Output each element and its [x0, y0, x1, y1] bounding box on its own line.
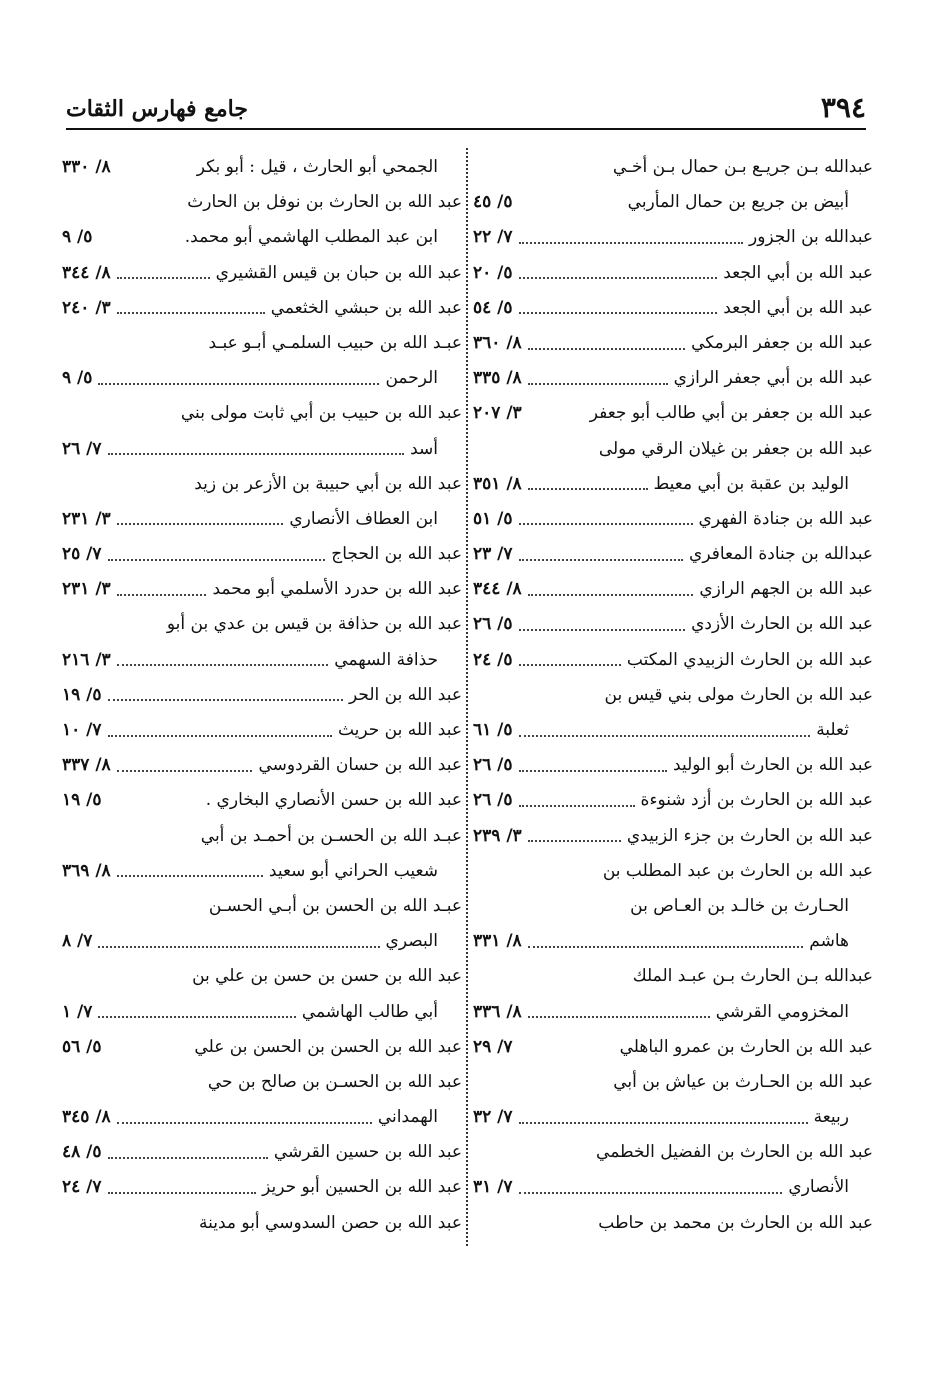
- index-entry-line: [473, 1030, 873, 1065]
- entry-name: عبد الله بن أبي الجعد: [723, 262, 873, 283]
- entry-name: عبد الله بن أبي حبيبة بن الأزعر بن زيد: [194, 473, 462, 494]
- dot-leader: [528, 594, 694, 596]
- index-entry-line: [62, 924, 462, 959]
- volume-page-ref: ٥/ ٥٤: [473, 297, 513, 318]
- entry-name: عبد الله بن الحارث الزبيدي المكتب: [626, 649, 873, 670]
- dot-leader: [519, 1192, 783, 1194]
- index-entry-line: [473, 326, 873, 361]
- entry-name: عبد الله بن الحارث بن الفضيل الخطمي: [596, 1142, 873, 1163]
- index-entry-line: [62, 326, 462, 361]
- volume-page-ref: ٨/ ٣٣٦: [473, 1001, 522, 1022]
- volume-page-ref: ٣/ ٢٣١: [62, 508, 111, 529]
- volume-page-ref: ٥/ ٦١: [473, 720, 513, 740]
- volume-page-ref: ٥/ ٢٦: [473, 755, 513, 776]
- dot-leader: [108, 453, 405, 455]
- index-entry-line: [473, 502, 873, 537]
- dot-leader: [108, 699, 343, 701]
- entry-name: عبد الله بن حريث: [337, 720, 462, 740]
- index-entry-line: [473, 361, 873, 396]
- index-entry-line: [473, 643, 873, 678]
- index-entry-line: [62, 1030, 462, 1065]
- dot-leader: [117, 312, 265, 314]
- entry-name: عبـد الله بن حبيب السلمـي أبـو عبـد: [208, 332, 462, 353]
- volume-page-ref: ٨/ ٣٣١: [473, 931, 522, 952]
- volume-page-ref: ٨/ ٣٣٠: [62, 157, 111, 177]
- index-entry-line: [473, 959, 873, 994]
- entry-name: عبد الله بن الحارث أبو الوليد: [673, 755, 873, 776]
- entry-name: عبد الله بن الحارث بن محمد بن حاطب: [598, 1212, 873, 1233]
- entry-name: عبد الله بن جعفر بن أبي طالب أبو جعفر: [589, 403, 873, 424]
- entry-name: عبدالله بن الجزور: [749, 227, 873, 248]
- volume-page-ref: ٧/ ١٠: [62, 720, 102, 740]
- page-number: ٣٩٤: [820, 91, 866, 124]
- dot-leader: [108, 559, 326, 561]
- index-entry-line: [473, 291, 873, 326]
- entry-name: حذافة السهمي: [334, 649, 438, 670]
- entry-name: عبدالله بـن جريـع بـن حمال بـن أخـي: [612, 157, 873, 177]
- dot-leader: [519, 242, 743, 244]
- index-entry-line: [62, 1206, 462, 1241]
- index-entry-line: [62, 854, 462, 889]
- volume-page-ref: ٧/ ٨: [62, 931, 93, 952]
- entry-name: عبد الله بن الحارث بن عمرو الباهلي: [619, 1036, 873, 1057]
- volume-page-ref: ٧/ ٢٢: [473, 227, 513, 248]
- dot-leader: [519, 629, 686, 631]
- page-header: [66, 82, 866, 130]
- index-entry-line: [62, 1170, 462, 1205]
- entry-name: عبد الله بن حسن الأنصاري البخاري .: [205, 790, 462, 811]
- index-entry-line: [62, 889, 462, 924]
- index-entry-line: [62, 607, 462, 642]
- volume-page-ref: ٧/ ٢٩: [473, 1036, 513, 1057]
- entry-name: عبد الله بن حسين القرشي: [273, 1142, 462, 1163]
- entry-name: عبد الله بن حذافة بن قيس بن عدي بن أبو: [166, 614, 462, 635]
- dot-leader: [117, 523, 284, 525]
- volume-page-ref: ٧/ ١: [62, 1001, 93, 1022]
- entry-name: عبد الله بن حبيب بن أبي ثابت مولى بني: [180, 403, 462, 424]
- entry-name: عبد الله بن حصن السدوسي أبو مدينة: [199, 1212, 462, 1233]
- index-entry-line: [62, 1100, 462, 1135]
- dot-leader: [519, 559, 684, 561]
- volume-page-ref: ٥/ ٤٥: [473, 192, 513, 213]
- index-entry-line: [62, 819, 462, 854]
- index-entry-line: [62, 256, 462, 291]
- entry-name: عبد الله بن الجهم الرازي: [699, 579, 873, 600]
- dot-leader: [528, 1016, 710, 1018]
- entry-name: عبد الله بن جعفر البرمكي: [691, 332, 873, 353]
- index-entry-line: [62, 150, 462, 185]
- volume-page-ref: ٣/ ٢٠٧: [473, 403, 522, 424]
- index-entry-line: [62, 572, 462, 607]
- index-entry-line: [473, 1100, 873, 1135]
- running-title: جامع فهارس الثقات: [66, 96, 248, 122]
- index-entry-line: [62, 291, 462, 326]
- entry-name: عبد الله بن حسن بن حسن بن علي بن: [192, 966, 462, 987]
- dot-leader: [519, 770, 667, 772]
- index-entry-line: [62, 959, 462, 994]
- index-entry-line: [62, 748, 462, 783]
- volume-page-ref: ٣/ ٢٤٠: [62, 297, 111, 318]
- entry-name: عبد الله بن الحسن بن الحسن بن علي: [194, 1036, 462, 1057]
- volume-page-ref: ٧/ ٢٣: [473, 544, 513, 565]
- dot-leader: [519, 805, 635, 807]
- volume-page-ref: ٧/ ٢٤: [62, 1177, 102, 1198]
- index-entry-line: [473, 572, 873, 607]
- index-entry-line: [62, 995, 462, 1030]
- index-entry-line: [473, 1170, 873, 1205]
- index-entry-line: [62, 467, 462, 502]
- index-entry-line: [62, 361, 462, 396]
- dot-leader: [528, 946, 804, 948]
- index-entry-line: [62, 678, 462, 713]
- index-entry-line: [62, 783, 462, 818]
- index-entry-line: [473, 678, 873, 713]
- dot-leader: [519, 735, 811, 737]
- entry-name: عبد الله بن الحارث بن عبد المطلب بن: [602, 860, 873, 881]
- entry-name: ابن العطاف الأنصاري: [289, 508, 438, 529]
- entry-name: عبـد الله بن الحسن بن أبـي الحسـن: [208, 895, 462, 916]
- dot-leader: [117, 277, 210, 279]
- dot-leader: [528, 840, 621, 842]
- index-entry-line: [62, 643, 462, 678]
- volume-page-ref: ٣/ ٢٣١: [62, 579, 111, 600]
- index-entry-line: [473, 220, 873, 255]
- volume-page-ref: ٥/ ١٩: [62, 684, 102, 705]
- volume-page-ref: ٥/ ٢٦: [473, 790, 513, 811]
- entry-name: الأنصاري: [788, 1177, 849, 1198]
- volume-page-ref: ٥/ ٥٦: [62, 1036, 102, 1057]
- entry-name: عبد الله بن الحسين أبو حريز: [262, 1177, 462, 1198]
- index-entry-line: [62, 432, 462, 467]
- dot-leader: [108, 735, 332, 737]
- volume-page-ref: ٨/ ٣٣٥: [473, 368, 522, 389]
- volume-page-ref: ٨/ ٣٤٤: [473, 579, 522, 600]
- entry-name: ابن عبد المطلب الهاشمي أبو محمد.: [184, 227, 438, 248]
- entry-name: ثعلبة: [816, 720, 849, 740]
- entry-name: ربيعة: [813, 1107, 849, 1128]
- index-entry-line: [473, 854, 873, 889]
- dot-leader: [519, 523, 693, 525]
- volume-page-ref: ٥/ ٤٨: [62, 1142, 102, 1163]
- entry-name: عبد الله بن الحـارث بن عياش بن أبي: [613, 1071, 873, 1092]
- dot-leader: [117, 664, 329, 666]
- volume-page-ref: ٨/ ٣٣٧: [62, 755, 111, 776]
- entry-name: الرحمن: [385, 368, 438, 389]
- entry-name: الوليد بن عقبة بن أبي معيط: [653, 473, 849, 494]
- entry-name: هاشم: [809, 931, 849, 952]
- index-entry-line: [473, 1206, 873, 1241]
- volume-page-ref: ٧/ ٣٢: [473, 1107, 513, 1128]
- entry-name: عبـد الله بن الحسـن بن أحمـد بن أبي: [200, 825, 462, 846]
- index-entry-line: [473, 185, 873, 220]
- index-entry-line: [473, 432, 873, 467]
- entry-name: شعيب الحراني أبو سعيد: [268, 860, 438, 881]
- entry-name: البصري: [385, 931, 438, 952]
- dot-leader: [117, 770, 253, 772]
- entry-name: عبد الله بن الحر: [349, 684, 462, 705]
- index-entry-line: [473, 607, 873, 642]
- dot-leader: [117, 594, 207, 596]
- volume-page-ref: ٨/ ٣٦٠: [473, 332, 522, 353]
- entry-name: عبدالله بـن الحارث بـن عبـد الملك: [632, 966, 873, 987]
- entry-name: الحـارث بن خالـد بن العـاص بن: [630, 895, 849, 916]
- volume-page-ref: ٨/ ٣٥١: [473, 473, 522, 494]
- entry-name: المخزومي القرشي: [715, 1001, 849, 1022]
- index-entry-line: [62, 396, 462, 431]
- index-entry-line: [473, 256, 873, 291]
- index-entry-line: [473, 748, 873, 783]
- entry-name: عبد الله بن الحجاج: [331, 544, 462, 565]
- volume-page-ref: ٣/ ٢٣٩: [473, 825, 522, 846]
- entry-name: أسد: [410, 438, 438, 459]
- index-entry-line: [62, 713, 462, 748]
- volume-page-ref: ٥/ ٩: [62, 227, 93, 248]
- volume-page-ref: ٧/ ٢٥: [62, 544, 102, 565]
- column-divider: [466, 148, 468, 1246]
- entry-name: عبد الله بن الحسـن بن صالح بن حي: [207, 1071, 462, 1092]
- volume-page-ref: ٨/ ٣٦٩: [62, 860, 111, 881]
- volume-page-ref: ٥/ ١٩: [62, 790, 102, 811]
- index-entry-line: [473, 995, 873, 1030]
- index-entry-line: [473, 783, 873, 818]
- volume-page-ref: ٧/ ٢٦: [62, 438, 102, 459]
- entry-name: الهمداني: [377, 1107, 438, 1128]
- entry-name: عبد الله بن حدرد الأسلمي أبو محمد: [212, 579, 462, 600]
- index-entry-line: [62, 1135, 462, 1170]
- index-entry-line: [62, 220, 462, 255]
- entry-name: عبد الله بن جعفر بن غيلان الرقي مولى: [598, 438, 873, 459]
- dot-leader: [528, 488, 648, 490]
- index-entry-line: [473, 889, 873, 924]
- entry-name: عبد الله بن الحارث بن أزد شنوءة: [640, 790, 873, 811]
- entry-name: عبد الله بن أبي جعفر الرازي: [673, 368, 873, 389]
- volume-page-ref: ٣/ ٢١٦: [62, 649, 111, 670]
- index-entry-line: [473, 1065, 873, 1100]
- entry-name: عبد الله بن الحارث مولى بني قيس بن: [604, 684, 873, 705]
- entry-name: أبي طالب الهاشمي: [301, 1001, 438, 1022]
- dot-leader: [108, 1192, 257, 1194]
- volume-page-ref: ٥/ ٢٤: [473, 649, 513, 670]
- index-entry-line: [473, 924, 873, 959]
- entry-name: عبد الله بن الحارث بن جزء الزبيدي: [626, 825, 873, 846]
- dot-leader: [519, 664, 621, 666]
- entry-name: عبد الله بن أبي الجعد: [723, 297, 873, 318]
- entry-name: الجمحي أبو الحارث ، قيل : أبو بكر: [196, 157, 438, 177]
- volume-page-ref: ٥/ ٢٠: [473, 262, 513, 283]
- index-entry-line: [62, 537, 462, 572]
- entry-name: عبدالله بن جنادة المعافري: [689, 544, 873, 565]
- dot-leader: [108, 1157, 268, 1159]
- index-column-left: [62, 150, 462, 1241]
- dot-leader: [519, 312, 718, 314]
- dot-leader: [528, 383, 668, 385]
- volume-page-ref: ٧/ ٣١: [473, 1177, 513, 1198]
- entry-name: عبد الله بن الحارث بن نوفل بن الحارث: [187, 192, 462, 213]
- dot-leader: [519, 277, 718, 279]
- index-entry-line: [62, 502, 462, 537]
- volume-page-ref: ٨/ ٣٤٤: [62, 262, 111, 283]
- index-column-right: [473, 150, 873, 1241]
- index-entry-line: [473, 537, 873, 572]
- index-entry-line: [473, 819, 873, 854]
- entry-name: عبد الله بن الحارث الأزدي: [691, 614, 873, 635]
- dot-leader: [98, 383, 379, 385]
- dot-leader: [98, 1016, 295, 1018]
- entry-name: أبيض بن جريع بن حمال المأربي: [627, 192, 849, 213]
- volume-page-ref: ٥/ ٥١: [473, 508, 513, 529]
- volume-page-ref: ٥/ ٢٦: [473, 614, 513, 635]
- entry-name: عبد الله بن حبشي الخثعمي: [270, 297, 462, 318]
- index-entry-line: [473, 467, 873, 502]
- index-entry-line: [473, 713, 873, 748]
- dot-leader: [98, 946, 379, 948]
- volume-page-ref: ٨/ ٣٤٥: [62, 1107, 111, 1128]
- entry-name: عبد الله بن حبان بن قيس القشيري: [215, 262, 462, 283]
- index-entry-line: [473, 150, 873, 185]
- dot-leader: [519, 1122, 808, 1124]
- dot-leader: [117, 875, 263, 877]
- entry-name: عبد الله بن جنادة الفهري: [698, 508, 873, 529]
- index-entry-line: [473, 396, 873, 431]
- entry-name: عبد الله بن حسان القردوسي: [258, 755, 462, 776]
- index-entry-line: [473, 1135, 873, 1170]
- dot-leader: [117, 1122, 372, 1124]
- volume-page-ref: ٥/ ٩: [62, 368, 93, 389]
- index-entry-line: [62, 1065, 462, 1100]
- index-entry-line: [62, 185, 462, 220]
- dot-leader: [528, 348, 685, 350]
